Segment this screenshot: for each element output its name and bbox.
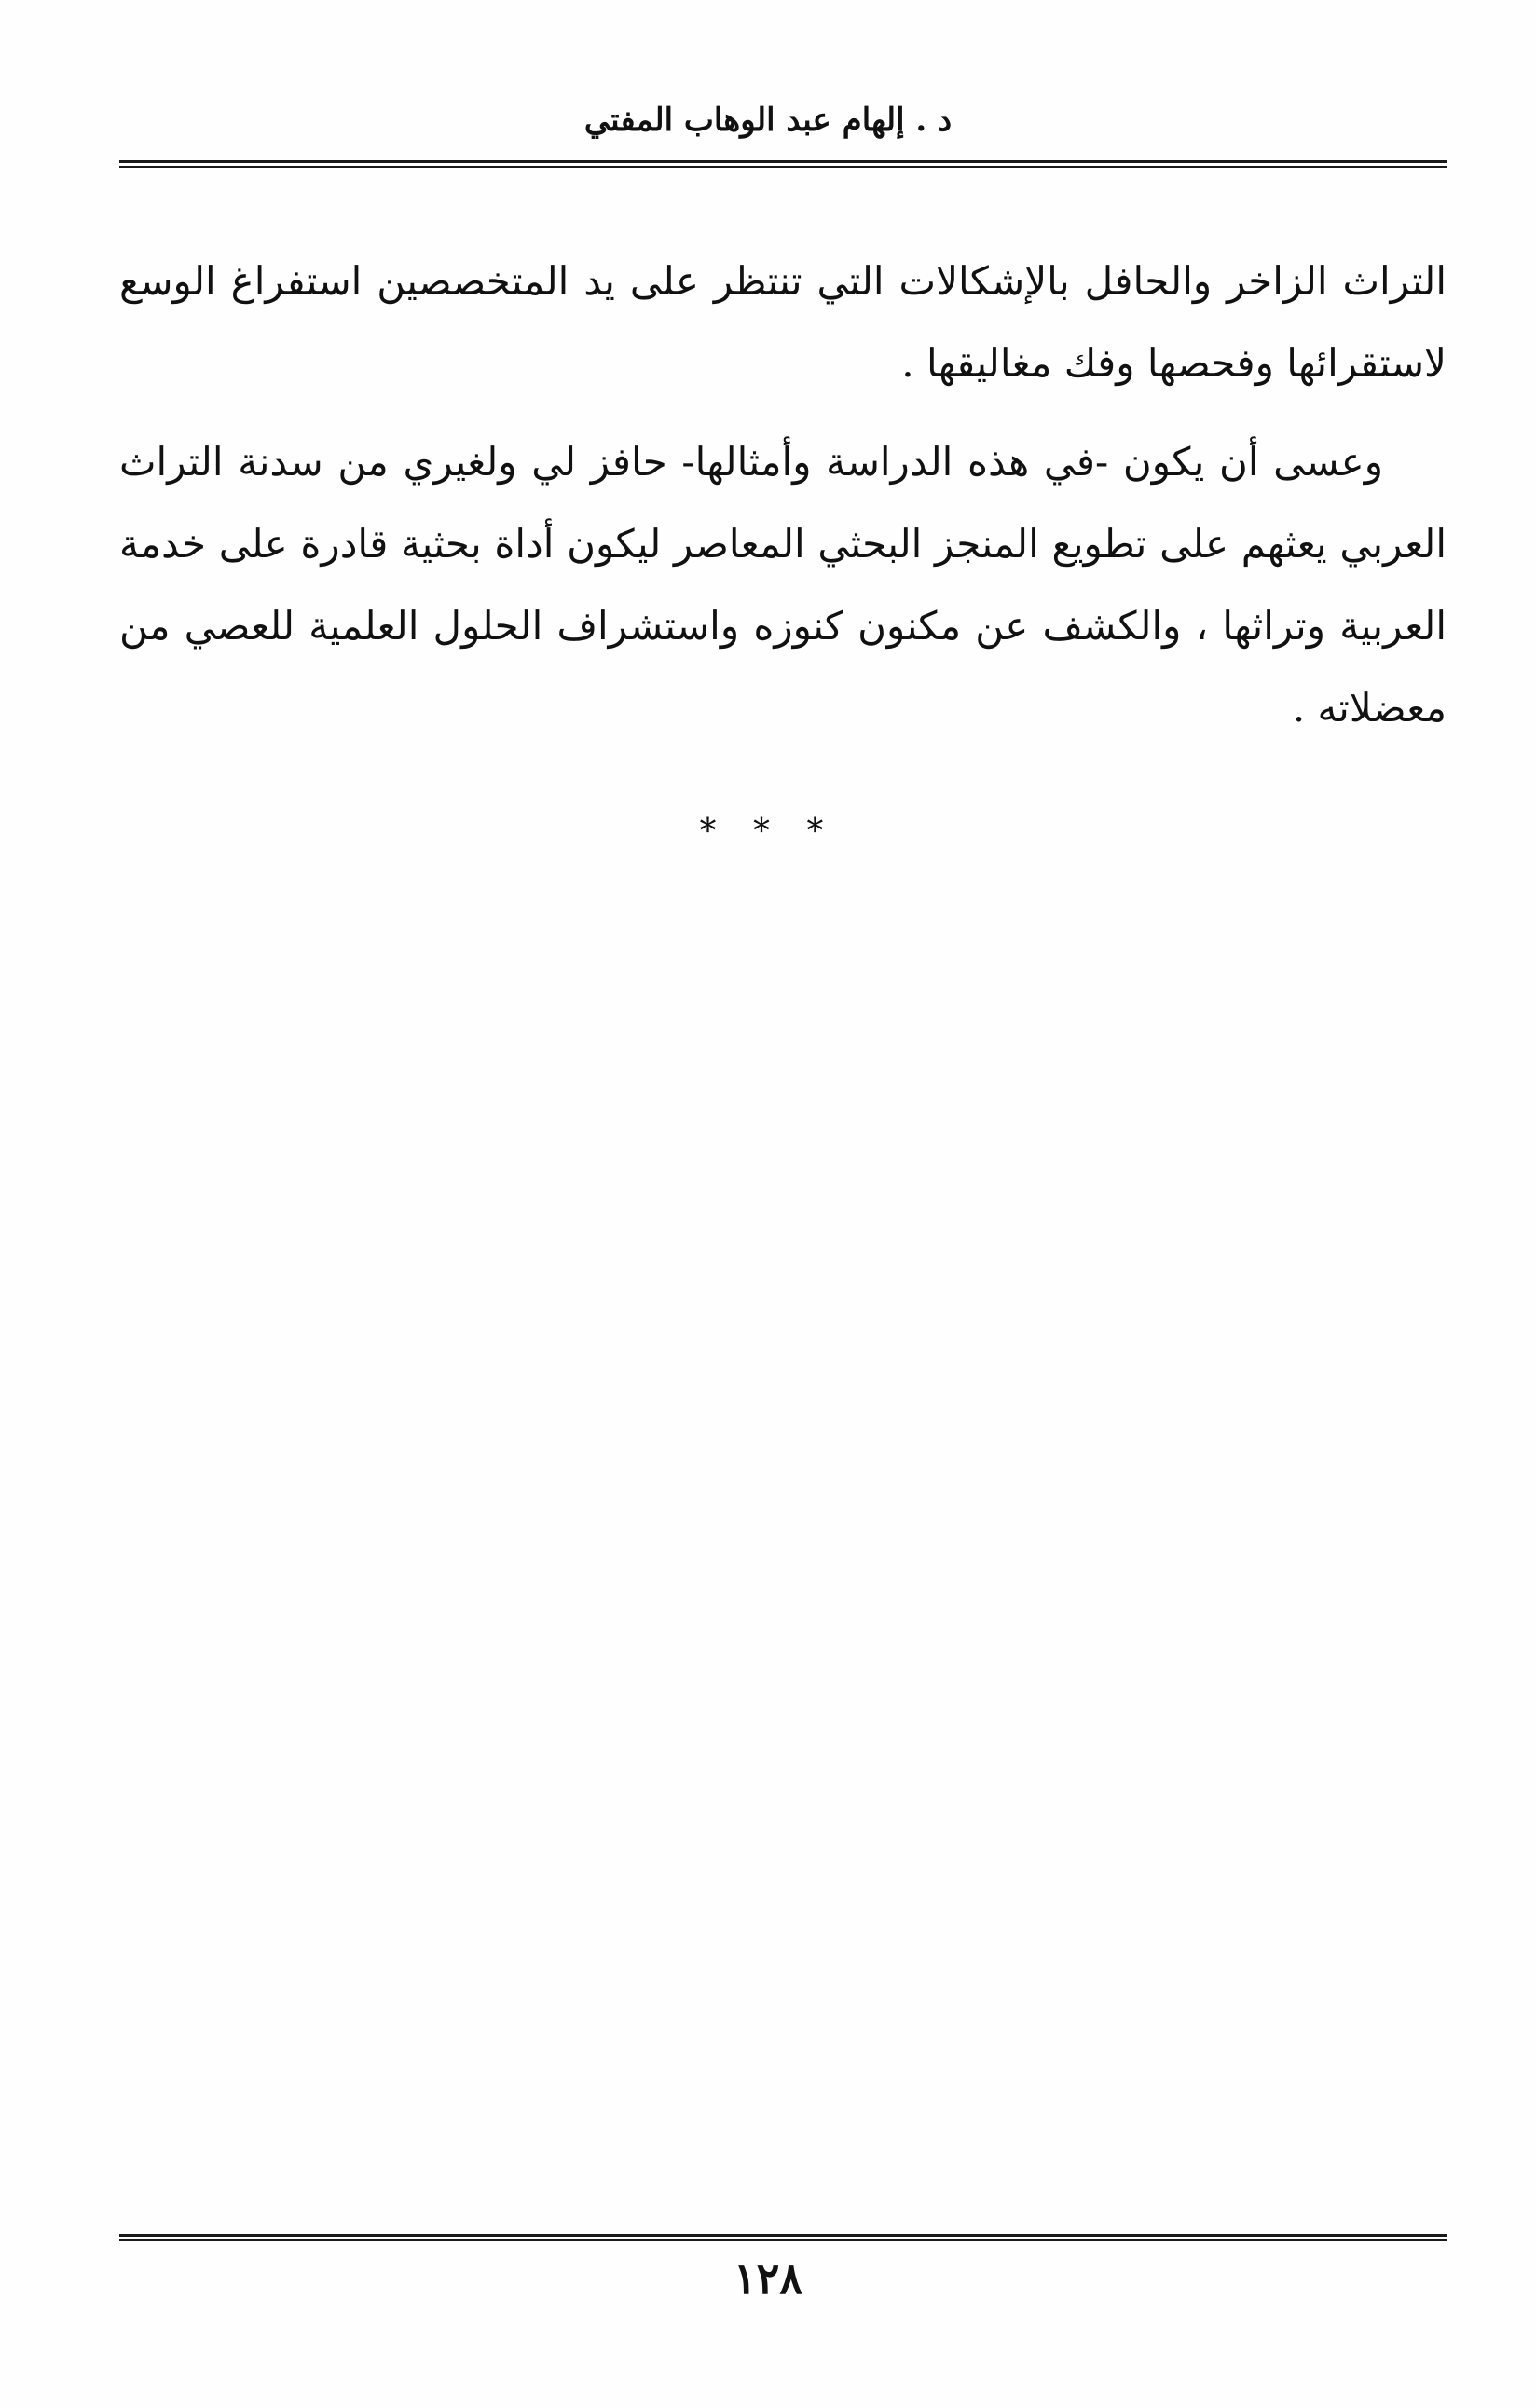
- body-text: [119, 240, 1447, 749]
- footer-rule: [119, 2234, 1447, 2241]
- page-number: ١٢٨: [733, 2253, 803, 2304]
- paragraph: التراث الزاخر والحافل بالإشكالات التي تنتظر على يد المتخصصين استفراغ الوسع لاستقرائها وفحصها وفك مغاليقها .: [119, 258, 1447, 386]
- running-header: د . إلهام عبد الوهاب المفتي: [583, 102, 953, 139]
- paragraph: وعسى أن يكون -في هذه الدراسة وأمثالها- حافز لي ولغيري من سدنة التراث العربي يعثهم على تطويع المنجز البحثي المعاصر ليكون أداة بحثية قادرة على خدمة العربية وتراثها ، والكشف عن مكنون كنوزه واستشراف الحلول العلمية للعصي من معضلاته .: [119, 439, 1447, 731]
- header-rule: [119, 160, 1447, 168]
- section-separator: * * *: [699, 813, 837, 851]
